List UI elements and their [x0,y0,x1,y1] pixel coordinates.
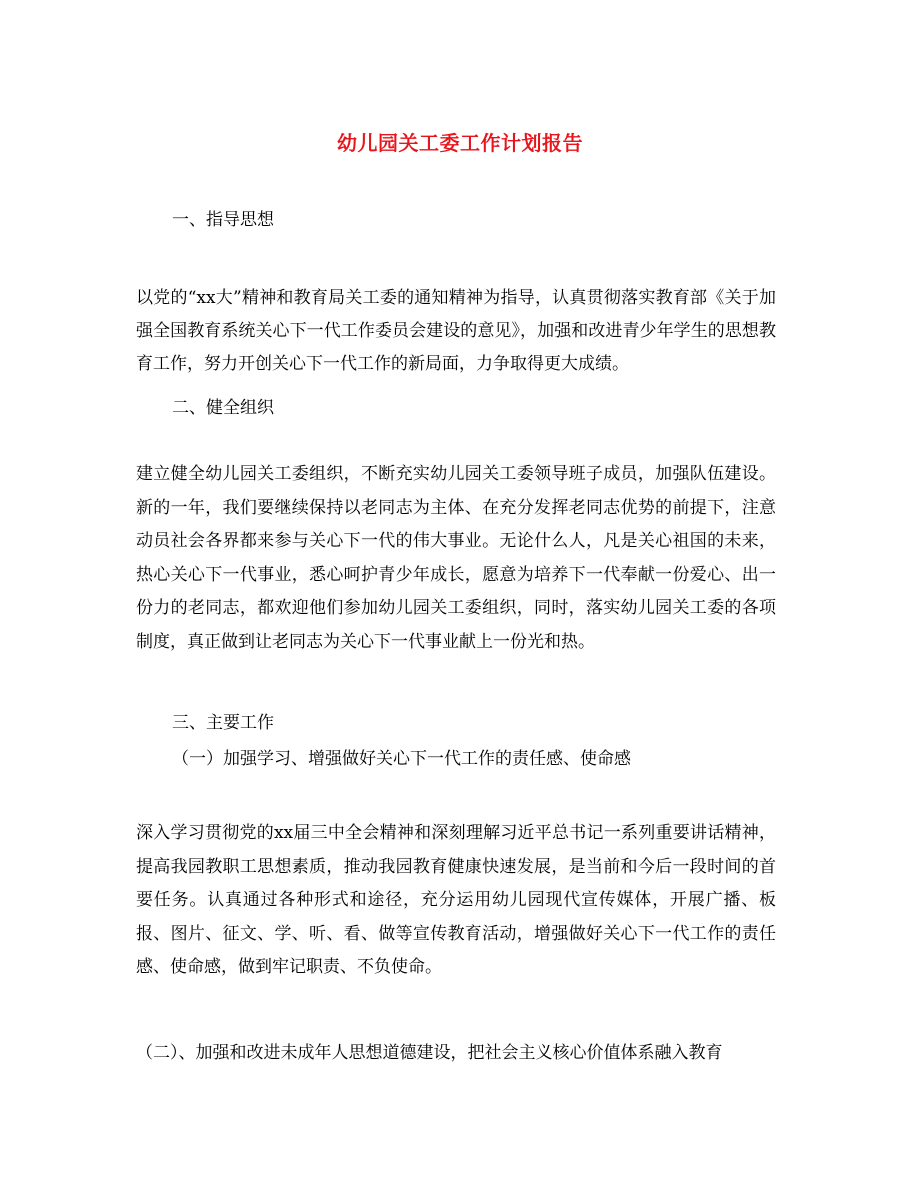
section-heading-organization: 二、健全组织 [172,398,274,418]
subsection-heading-study: （一）加强学习、增强做好关心下一代工作的责任感、使命感 [172,749,631,769]
section-paragraph-organization: 建立健全幼儿园关工委组织，不断充实幼儿园关工委领导班子成员，加强队伍建设。新的一年，我们要继续保持以老同志为主体、在充分发挥老同志优势的前提下，注意动员社会各界都来参与关心下一代的伟大事业。无论什么人，凡是关心祖国的未来，热心关心下一代事业，悉心呵护青少年成长，愿意为培养下一代奉献一份爱心、出一份力的老同志，都欢迎他们参加幼儿园关工委组织，同时，落实幼儿园关工委的各项制度，真正做到让老同志为关心下一代事业献上一份光和热。 [136,464,776,652]
section-paragraph-guiding-ideology: 以党的“xx大”精神和教育局关工委的通知精神为指导，认真贯彻落实教育部《关于加强全国教育系统关心下一代工作委员会建设的意见》，加强和改进青少年学生的思想教育工作，努力开创关心下一代工作的新局面，力争取得更大成绩。 [136,288,776,374]
section-heading-guiding-ideology: 一、指导思想 [172,210,274,230]
subsection-paragraph-moral-education: （二）、加强和改进未成年人思想道德建设，把社会主义核心价值体系融入教育 [136,1043,723,1063]
section-heading-main-work: 三、主要工作 [172,713,274,733]
subsection-paragraph-study: 深入学习贯彻党的xx届三中全会精神和深刻理解习近平总书记一系列重要讲话精神，提高我园教职工思想素质，推动我园教育健康快速发展，是当前和今后一段时间的首要任务。认真通过各种形式和途径，充分运用幼儿园现代宣传媒体，开展广播、板报、图片、征文、学、听、看、做等宣传教育活动，增强做好关心下一代工作的责任感、使命感，做到牢记职责、不负使命。 [136,823,776,977]
document-title: 幼儿园关工委工作计划报告 [337,131,583,155]
